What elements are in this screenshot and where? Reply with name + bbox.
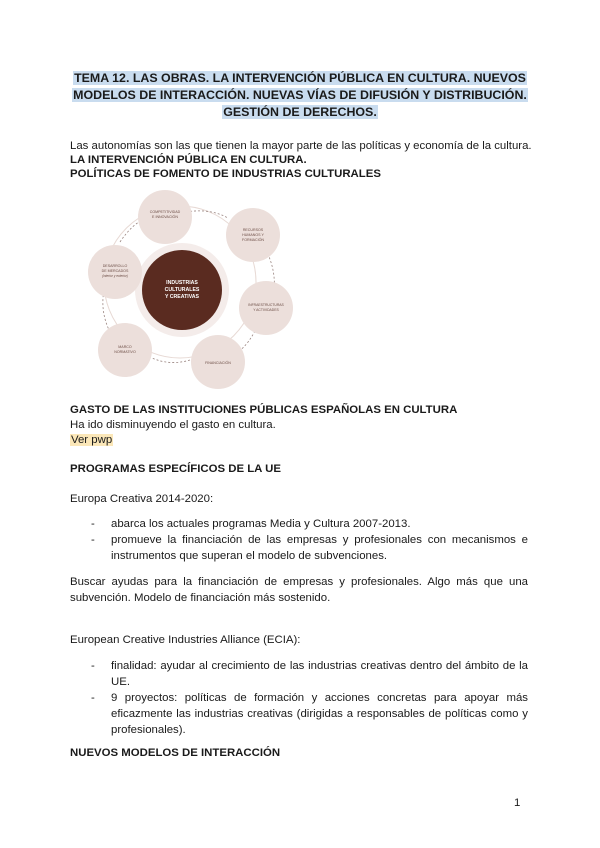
heading-programas: PROGRAMAS ESPECÍFICOS DE LA UE [70,463,281,475]
node-desarrollo-label-2: DE MERCADOS [101,269,129,273]
center-label-2: CULTURALES [164,287,200,293]
list-item-text: abarca los actuales programas Media y Cultura 2007-2013. [111,518,411,530]
title-line-2: MODELOS DE INTERACCIÓN. NUEVAS VÍAS DE DIFUSIÓN Y DISTRIBUCIÓN. [73,88,527,102]
node-infraestructuras-label-2: Y ACTIVIDADES [253,308,279,312]
heading-gasto: GASTO DE LAS INSTITUCIONES PÚBLICAS ESPAÑOLAS EN CULTURA [70,404,458,416]
list-item [91,690,528,738]
ecia-label: European Creative Industries Alliance (ECIA): [70,634,301,646]
node-desarrollo-label-1: DESARROLLO [102,264,128,268]
center-label-3: Y CREATIVAS [164,294,200,300]
node-competitividad-label-1: COMPETITIVIDAD [149,210,181,214]
list-item [91,532,528,564]
node-infraestructuras-label-1: INFRAESTRUCTURAS [248,303,284,307]
heading-intervencion: LA INTERVENCIÓN PÚBLICA EN CULTURA. [70,154,307,166]
node-financiacion-label: FINANCIACIÓN [205,361,231,365]
bullet-dash: - [91,518,95,530]
title-line-1: TEMA 12. LAS OBRAS. LA INTERVENCIÓN PÚBLICA EN CULTURA. NUEVOS [74,71,526,85]
bullet-dash: - [91,660,95,672]
node-recursos-label-1: RECURSOS [242,228,264,232]
node-recursos-label-2: HUMANOS Y [242,233,264,237]
ayudas-paragraph: Buscar ayudas para la financiación de empresas y profesionales. Algo más que una subvención. Modelo de financiación más sostenido. [70,576,528,604]
ver-pwp-note [70,433,113,448]
intro-paragraph: Las autonomías son las que tienen la mayor parte de las políticas y economía de la cultura. [70,140,532,152]
gasto-paragraph: Ha ido disminuyendo el gasto en cultura. [70,419,276,431]
list-item [91,658,528,690]
ver-pwp-highlight: Ver pwp [71,434,113,446]
heading-politicas: POLÍTICAS DE FOMENTO DE INDUSTRIAS CULTURALES [70,168,381,180]
list-item-text: promueve la financiación de las empresas y profesionales con mecanismos e instrumentos que superan el modelo de subvenciones. [111,534,528,562]
bullet-dash: - [91,692,95,704]
title-line-3: GESTIÓN DE DERECHOS. [223,105,377,119]
node-recursos-label-3: FORMACIÓN [242,238,264,242]
bullet-dash: - [91,534,95,546]
node-marco-label-2: NORMATIVO [114,350,136,354]
page-number: 1 [514,797,521,809]
document-title [70,70,530,121]
node-competitividad-label-2: E INNOVACIÓN [152,215,178,219]
industries-cycle-diagram [70,190,310,395]
center-label-1: INDUSTRIAS [166,280,198,286]
heading-nuevos-modelos: NUEVOS MODELOS DE INTERACCIÓN [70,747,281,759]
list-item [91,516,528,532]
node-marco-label-1: MARCO [118,345,132,349]
europa-creativa-label: Europa Creativa 2014-2020: [70,493,214,505]
list-item-text: finalidad: ayudar al crecimiento de las industrias creativas dentro del ámbito de la UE. [111,660,528,688]
node-desarrollo-label-3: (interior y exterior) [102,274,128,278]
list-item-text: 9 proyectos: políticas de formación y acciones concretas para apoyar más eficazmente las industrias creativas (dirigidas a responsables de políticas como y profesionales). [111,692,528,736]
